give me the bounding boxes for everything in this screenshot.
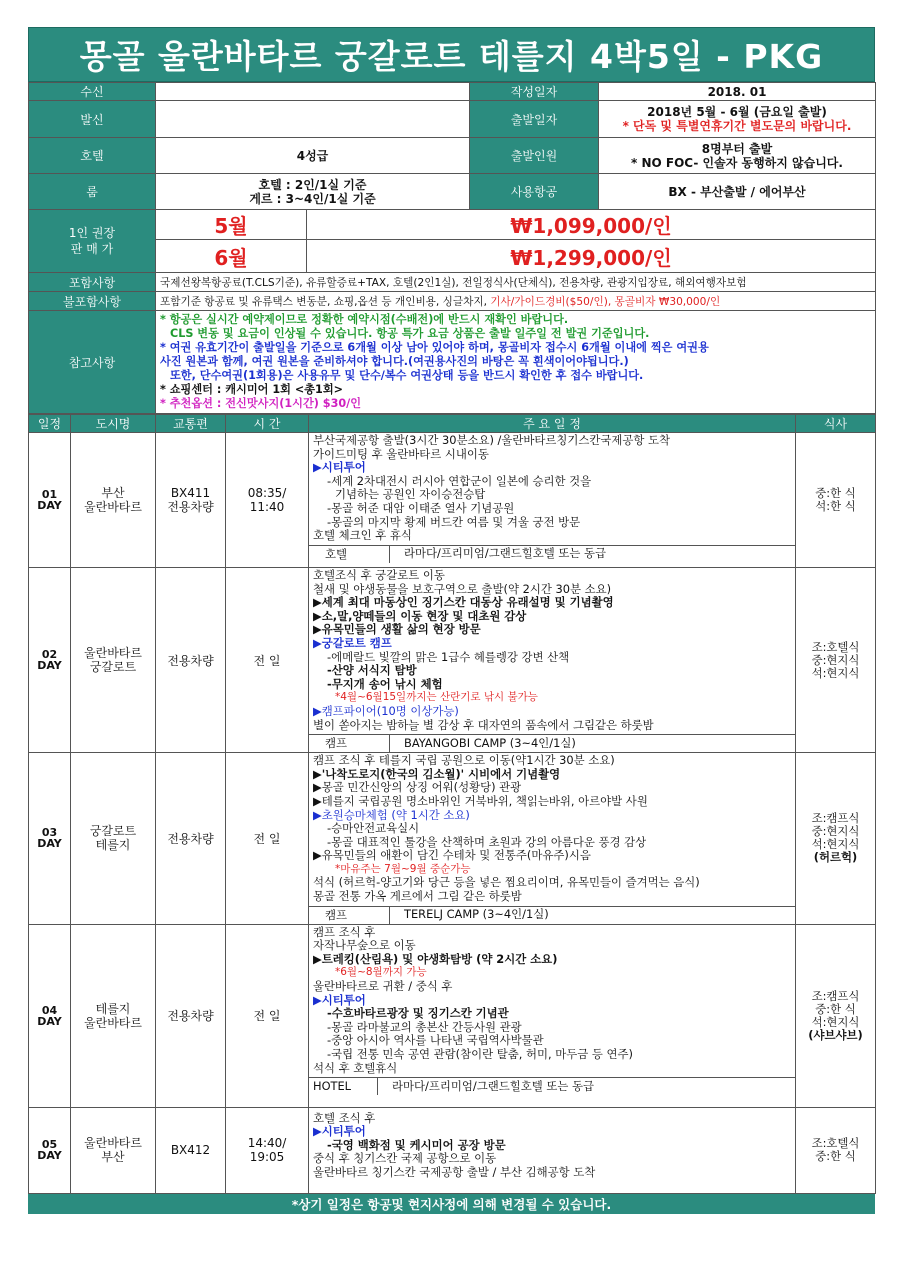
schedule-line: -승마안전교육실시	[327, 822, 420, 836]
info-table	[28, 82, 876, 414]
schedule-line: -국립 전통 민속 공연 관람(참이란 탈춤, 허미, 마두금 등 연주)	[327, 1048, 633, 1061]
note-line: * 여권 유효기간이 출발일을 기준으로 6개월 이상 남아 있어야 하며, 몽골비자 접수시 6개월 이내에 찍은 여권용	[160, 341, 709, 354]
airline-value: BX - 부산출발 / 에어부산	[599, 174, 876, 210]
price-may: ₩1,099,000/인	[307, 210, 876, 240]
stay-label: HOTEL	[309, 1078, 378, 1095]
footer-note: *상기 일정은 항공및 현지사정에 의해 변경될 수 있습니다.	[28, 1194, 875, 1214]
note-line: 또한, 단수여권(1회용)은 사용유무 및 단수/복수 여권상태 등을 반드시 확인한 후 접수 바랍니다.	[170, 369, 644, 382]
flight-number: BX412	[156, 1107, 226, 1193]
city-to: 궁갈로트	[89, 660, 137, 675]
meal-line: (허르헉)	[813, 850, 858, 865]
stay-value: BAYANGOBI CAMP (3~4인/1실)	[404, 735, 576, 750]
room-hotel: 호텔 : 2인/1실 기준	[258, 177, 367, 192]
meal-line: 중:현지식	[811, 652, 860, 667]
excluded-value: 포함기준 항공료 및 유류택스 변동분, 쇼핑,옵션 등 개인비용, 싱글차지,	[160, 295, 491, 308]
written-date-label: 작성일자	[470, 83, 599, 101]
time-end: 11:40	[249, 500, 285, 514]
meal-line: 석:현지식	[811, 837, 860, 852]
written-date-value: 2018. 01	[599, 83, 876, 101]
time-start: 14:40/	[247, 1136, 287, 1151]
city-from: 울란바타르	[84, 1136, 142, 1151]
city-from: 부산	[101, 486, 125, 500]
schedule-line: 몽골 전통 가옥 게르에서 그림 같은 하룻밤	[313, 890, 522, 904]
day-row	[29, 924, 876, 1107]
meal-line: 석:현지식	[811, 1014, 860, 1029]
vehicle: 전용차량	[156, 753, 226, 925]
day-row	[29, 433, 876, 568]
city-from: 테를지	[95, 1001, 131, 1016]
room-ger: 게르 : 3~4인/1실 기준	[249, 191, 376, 206]
included-label: 포함사항	[29, 273, 156, 292]
schedule-line: ▶유목민들의 애환이 담긴 수테차 및 전통주(마유주)시음	[313, 849, 591, 863]
schedule-line: 중식 후 칭기스칸 국제 공항으로 이동	[313, 1152, 497, 1166]
schedule-line: -몽골 허준 대암 이태준 열사 기념공원	[327, 501, 515, 515]
schedule-line: ▶초원승마체험 (약 1시간 소요)	[313, 808, 470, 822]
meal-line: 조:캠프식	[811, 988, 860, 1003]
hotel-value: 4성급	[156, 138, 470, 174]
vehicle: 전용차량	[156, 924, 226, 1107]
day-word: DAY	[37, 659, 62, 673]
price-month-june: 6월	[156, 240, 307, 273]
note-line: * 항공은 실시간 예약제이므로 정확한 예약시점(수배전)에 반드시 재확인 바랍니다.	[160, 313, 569, 326]
stay-label: 캠프	[309, 907, 390, 924]
day-word: DAY	[37, 1014, 62, 1028]
stay-value: 라마다/프리미엄/그랜드힐호텔 또는 동급	[392, 1078, 594, 1093]
stay-label: 호텔	[309, 546, 390, 563]
day-number: 05	[41, 1138, 58, 1152]
flight-number: BX411	[170, 486, 211, 500]
departure-people-label: 출발인원	[470, 138, 599, 174]
schedule-header-plan: 주 요 일 정	[309, 415, 796, 433]
schedule-line: ▶궁갈로트 캠프	[313, 636, 392, 650]
schedule-line: 가이드미팅 후 울란바타르 시내이동	[313, 447, 489, 461]
schedule-line: 자작나무숲으로 이동	[313, 939, 416, 953]
note-line: 사진 원본과 함께, 여권 원본을 준비하셔야 합니다.(여권용사진의 바탕은 꼭 흰색이어야됩니다.)	[160, 355, 629, 368]
day-number: 04	[41, 1003, 58, 1017]
day-word: DAY	[37, 499, 62, 512]
schedule-line: ▶시티투어	[313, 993, 366, 1007]
stay-value: 라마다/프리미엄/그랜드힐호텔 또는 동급	[404, 546, 606, 561]
recipient-value	[156, 83, 470, 101]
note-line: * 추천옵션 : 전신맛사지(1시간) $30/인	[160, 397, 362, 410]
day-word: DAY	[37, 1149, 62, 1163]
schedule-line: ▶세계 최대 마동상인 징기스칸 대동상 유래설명 및 기념촬영	[313, 596, 614, 610]
vehicle: 전용차량	[156, 568, 226, 753]
schedule-line: 석식 후 호텔휴식	[313, 1061, 398, 1075]
note-line: CLS 변동 및 요금이 인상될 수 있습니다. 항공 특가 요금 상품은 출발 일주일 전 발권 기준입니다.	[170, 327, 650, 340]
schedule-header-transport: 교통편	[156, 415, 226, 433]
schedule-line: 부산국제공항 출발(3시간 30분소요) /울란바타르칭기스칸국제공항 도착	[313, 434, 671, 447]
schedule-line: -산양 서식지 탐방	[327, 664, 417, 678]
schedule-line: 울란바타르로 귀환 / 중식 후	[313, 980, 453, 994]
city-to: 테를지	[95, 838, 131, 853]
schedule-line: -몽골 대표적인 툴강을 산책하며 초원과 강의 아름다운 풍경 감상	[327, 835, 647, 849]
schedule-line: -무지개 송어 낚시 체험	[327, 677, 443, 691]
schedule-line: 철새 및 야생동물을 보호구역으로 출발(약 2시간 30분 소요)	[313, 582, 612, 596]
departure-people-value: 8명부터 출발	[701, 141, 773, 156]
city-from: 궁갈로트	[89, 824, 137, 839]
schedule-line: *6월~8월까지 가능	[335, 966, 427, 979]
room-label: 룸	[29, 174, 156, 210]
day-row	[29, 1107, 876, 1193]
day-number: 01	[41, 488, 58, 501]
schedule-line: -수흐바타르광장 및 징기스칸 기념관	[327, 1007, 509, 1021]
schedule-line: -중앙 아시아 역사를 나타낸 국립역사박물관	[327, 1034, 544, 1048]
city-to: 부산	[101, 1150, 125, 1165]
schedule-line: ▶몽골 민간신앙의 상징 어워(성황당) 관광	[313, 781, 522, 795]
schedule-header-city: 도시명	[71, 415, 156, 433]
excluded-label: 불포함사항	[29, 292, 156, 311]
note-line: * 쇼핑센터 : 캐시미어 1회 <총1회>	[160, 383, 343, 396]
schedule-line: -국영 백화점 및 케시미어 공장 방문	[327, 1138, 506, 1152]
meal-line: (샤브샤브)	[808, 1027, 863, 1042]
sender-label: 발신	[29, 101, 156, 138]
schedule-line: 석식 (허르헉-양고기와 당근 등을 넣은 찜요리이며, 유목민들이 즐겨먹는 음식)	[313, 876, 700, 890]
meal-line: 조:호텔식	[811, 1136, 860, 1151]
meal-line: 중:한 식	[815, 1001, 856, 1016]
schedule-line: 호텔조식 후 궁갈로트 이동	[313, 569, 445, 582]
schedule-line: 호텔 체크인 후 휴식	[313, 529, 412, 543]
schedule-line: ▶시티투어	[313, 461, 366, 475]
recipient-label: 수신	[29, 83, 156, 101]
schedule-line: -몽골 라마불교의 총본산 간등사원 관광	[327, 1020, 522, 1034]
schedule-line: *4월~6월15일까지는 산란기로 낚시 불가능	[335, 691, 538, 704]
time-all-day: 전 일	[226, 568, 309, 753]
time-all-day: 전 일	[226, 924, 309, 1107]
schedule-line: ▶캠프파이어(10명 이상가능)	[313, 704, 459, 718]
schedule-line: ▶시티투어	[313, 1125, 366, 1139]
schedule-line: -세계 2차대전시 러시아 연합군이 일본에 승리한 것을	[327, 474, 592, 488]
page-title: 몽골 울란바타르 궁갈로트 테를지 4박5일 - PKG	[28, 27, 875, 82]
included-value: 국제선왕복항공료(T.CLS기준), 유류할증료+TAX, 호텔(2인1실), 전일정식사(단체식), 전용차량, 관광지입장료, 해외여행자보험	[156, 273, 876, 292]
schedule-line: 호텔 조식 후	[313, 1111, 376, 1125]
price-june: ₩1,299,000/인	[307, 240, 876, 273]
meal-line: 조:호텔식	[811, 639, 860, 654]
departure-date-value: 2018년 5월 - 6월 (금요일 출발)	[647, 105, 827, 119]
airline-label: 사용항공	[470, 174, 599, 210]
meal-line: 중:한 식	[815, 486, 856, 500]
schedule-line: ▶테를지 국립공원 명소바위인 거북바위, 책읽는바위, 아르야발 사원	[313, 794, 648, 808]
schedule-line: 캠프 조식 후	[313, 925, 376, 939]
meal-line: 석:현지식	[811, 665, 860, 680]
day-word: DAY	[37, 837, 62, 851]
city-to: 울란바타르	[84, 1015, 142, 1030]
sender-value	[156, 101, 470, 138]
time-end: 19:05	[249, 1150, 285, 1165]
schedule-line: -에메랄드 빛깔의 맑은 1급수 헤를렝강 강변 산책	[327, 650, 570, 664]
price-label-line2: 판 매 가	[70, 242, 114, 256]
meal-line: 중:한 식	[815, 1149, 856, 1164]
departure-people-note: * NO FOC- 인솔자 동행하지 않습니다.	[631, 155, 843, 170]
schedule-line: ▶트레킹(산림욕) 및 야생화탐방 (약 2시간 소요)	[313, 952, 558, 966]
meal-line: 석:한 식	[815, 499, 856, 513]
hotel-label: 호텔	[29, 138, 156, 174]
schedule-line: ▶유목민들의 생활 삶의 현장 방문	[313, 623, 481, 637]
itinerary-sheet	[28, 27, 875, 1214]
day-number: 03	[41, 826, 58, 840]
meal-line: 중:현지식	[811, 824, 860, 839]
schedule-line: 별이 쏟아지는 밤하늘 별 감상 후 대자연의 품속에서 그림같은 하룻밤	[313, 718, 654, 732]
schedule-line: 기념하는 공원인 자이승전승탑	[335, 488, 486, 502]
schedule-header-time: 시 간	[226, 415, 309, 433]
day-row	[29, 753, 876, 925]
departure-date-note: * 단독 및 특별연휴기간 별도문의 바랍니다.	[622, 119, 852, 133]
city-from: 울란바타르	[84, 646, 142, 661]
vehicle: 전용차량	[167, 500, 214, 514]
price-month-may: 5월	[156, 210, 307, 240]
schedule-table	[28, 414, 876, 1194]
notes-label: 참고사항	[29, 311, 156, 414]
excluded-value-highlight: 기사/가이드경비($50/인), 몽골비자 ₩30,000/인	[490, 295, 721, 308]
city-to: 울란바타르	[84, 500, 142, 514]
day-number: 02	[41, 648, 58, 662]
stay-value: TERELJ CAMP (3~4인/1실)	[404, 907, 549, 922]
schedule-line: *마유주는 7월~9월 중순가능	[335, 862, 471, 875]
schedule-line: 캠프 조식 후 테를지 국립 공원으로 이동(약1시간 30분 소요)	[313, 754, 615, 768]
meal-line: 조:캠프식	[811, 811, 860, 826]
day-row	[29, 568, 876, 753]
schedule-line: 울란바타르 칭기스칸 국제공항 출발 / 부산 김해공항 도착	[313, 1166, 596, 1180]
time-start: 08:35/	[247, 486, 287, 500]
stay-label: 캠프	[309, 735, 390, 752]
schedule-header-day: 일정	[29, 415, 71, 433]
schedule-header-meal: 식사	[796, 415, 876, 433]
schedule-line: -몽골의 마지막 황제 버드칸 여름 및 겨울 궁전 방문	[327, 515, 581, 529]
schedule-line: ▶'나착도로지(한국의 김소월)' 시비에서 기념촬영	[313, 767, 561, 781]
departure-date-label: 출발일자	[470, 101, 599, 138]
schedule-line: ▶소,말,양떼들의 이동 현장 및 대초원 감상	[313, 609, 527, 623]
price-label-line1: 1인 권장	[68, 226, 116, 240]
time-all-day: 전 일	[226, 753, 309, 925]
